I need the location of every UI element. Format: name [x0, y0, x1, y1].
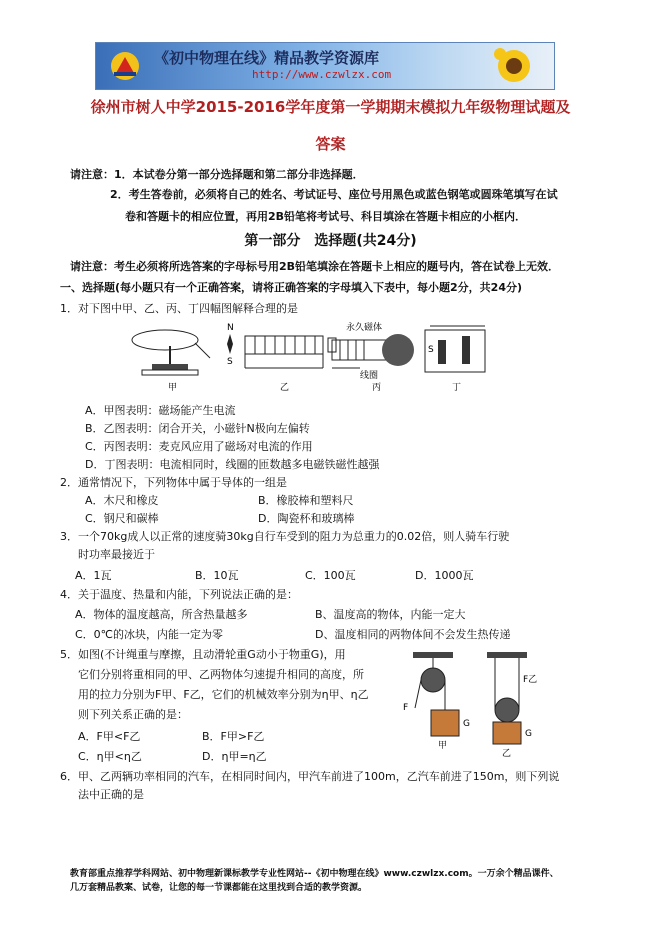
- fig-label-jia: 甲: [168, 383, 178, 393]
- q2-stem: 2．通常情况下，下列物体中属于导体的一组是: [60, 476, 287, 489]
- q5-option-a: A．F甲<F乙: [78, 730, 141, 743]
- q3-option-a: A．1瓦: [75, 569, 112, 582]
- q5-stem-line2: 它们分别将重相同的甲、乙两物体匀速提升相同的高度，所: [78, 668, 364, 681]
- q4-stem: 4．关于温度、热量和内能，下列说法正确的是：: [60, 588, 298, 601]
- weight-g-label-yi: G: [525, 729, 532, 739]
- notice-line3: 卷和答题卡的相应位置，再用2B铅笔将考试号、科目填涂在答题卡相应的小框内．: [125, 210, 527, 223]
- q3-stem-line1: 3．一个70kg成人以正常的速度骑30kg自行车受到的阻力为总重力的0.02倍，则人骑车行驶: [60, 530, 510, 543]
- q2-option-c: C．钢尺和碳棒: [85, 512, 159, 525]
- q5-stem-line4: 则下列关系正确的是：: [78, 708, 188, 721]
- q4-option-b: B、温度高的物体，内能一定大: [315, 608, 466, 621]
- header-banner: [95, 42, 555, 90]
- compass-n: N: [227, 323, 234, 333]
- section1-heading: 一、选择题(每小题只有一个正确答案，请将正确答案的字母填入下表中，每小题2分，共24分): [60, 281, 523, 294]
- footer-line2: 几万套精品教案、试卷，让您的每一节课都能在这里找到合适的教学资源。: [70, 883, 368, 893]
- q4-option-d: D、温度相同的两物体间不会发生热传递: [315, 628, 511, 641]
- q3-stem-line2: 时功率最接近于: [78, 548, 155, 561]
- q4-option-a: A．物体的温度越高，所含热量越多: [75, 608, 248, 621]
- force-f-label: F: [403, 703, 409, 713]
- document-title: 徐州市树人中学2015-2016学年度第一学期期末模拟九年级物理试题及: [90, 98, 571, 116]
- q2-option-d: D．陶瓷杯和玻璃棒: [258, 512, 355, 525]
- notice-line1: 请注意：1．本试卷分第一部分选择题和第二部分非选择题．: [70, 168, 364, 181]
- q1-stem: 1．对下图中甲、乙、丙、丁四幅图解释合理的是: [60, 302, 298, 315]
- banner-url[interactable]: http://www.czwlzx.com: [252, 68, 392, 81]
- part1-title: 第一部分 选择题(共24分): [244, 233, 417, 249]
- q5-option-b: B．F甲>F乙: [202, 730, 265, 743]
- block-yi: [493, 722, 521, 744]
- q3-option-b: B．10瓦: [195, 569, 239, 582]
- notice-line2: 2．考生答卷前，必须将自己的姓名、考试证号、座位号用黑色或蓝色钢笔或圆珠笔填写在试: [110, 188, 558, 201]
- q1-option-d: D．丁图表明：电流相同时，线圈的匝数越多电磁铁磁性越强: [85, 458, 380, 471]
- banner-title: 《初中物理在线》精品教学资源库: [154, 49, 380, 67]
- figure-yi: [245, 336, 336, 368]
- q3-option-c: C．100瓦: [305, 569, 356, 582]
- fig-label-ding: 丁: [452, 383, 462, 393]
- q1-figures: [120, 318, 500, 396]
- q5-option-d: D．η甲=η乙: [202, 750, 267, 763]
- magnet-label: 永久磁体: [346, 323, 383, 333]
- switch-label: S: [428, 345, 434, 355]
- compass-needle-icon: [227, 334, 233, 354]
- q1-option-a: A．甲图表明：磁场能产生电流: [85, 404, 236, 417]
- fig-label-bing: 丙: [372, 383, 382, 393]
- footer-line1: 教育部重点推荐学科网站、初中物理新课标教学专业性网站--《初中物理在线》www.czwlzx.com。一万余个精品课件、: [70, 869, 559, 879]
- q4-option-c: C．0℃的冰块，内能一定为零: [75, 628, 224, 641]
- q5-stem-line3: 用的拉力分别为F甲、F乙，它们的机械效率分别为η甲、η乙: [78, 688, 369, 701]
- pulley-jia-icon: [421, 668, 445, 692]
- compass-s: S: [227, 357, 233, 367]
- fig-label-yi-q5: 乙: [502, 749, 512, 759]
- part1-notice: 请注意：考生必须将所选答案的字母标号用2B铅笔填涂在答题卡上相应的题号内，答在试卷上无效．: [70, 260, 560, 273]
- figure-bing: [332, 334, 414, 368]
- q5-stem-line1: 5．如图(不计绳重与摩擦，且动滑轮重G动小于物重G)，用: [60, 648, 346, 661]
- q2-option-a: A．木尺和橡皮: [85, 494, 159, 507]
- figure-ding: [425, 326, 485, 372]
- force-f-yi-label: F乙: [523, 675, 538, 685]
- block-jia: [431, 710, 459, 736]
- sunflower-icon: [492, 46, 536, 86]
- document-title-line2: 答案: [315, 135, 346, 153]
- q1-option-c: C．丙图表明：麦克风应用了磁场对电流的作用: [85, 440, 313, 453]
- coil-label: 线圈: [360, 371, 379, 381]
- ceiling-jia: [413, 652, 453, 658]
- q6-stem-line2: 法中正确的是: [78, 788, 144, 801]
- weight-g-label-jia: G: [463, 719, 470, 729]
- q3-option-d: D．1000瓦: [415, 569, 474, 582]
- ceiling-yi: [487, 652, 527, 658]
- fig-label-yi: 乙: [280, 383, 290, 393]
- q5-option-c: C．η甲<η乙: [78, 750, 142, 763]
- pulley-yi-icon: [495, 698, 519, 722]
- q5-pulley-figure: [395, 648, 565, 758]
- q2-option-b: B．橡胶棒和塑料尺: [258, 494, 354, 507]
- logo-icon: [110, 51, 140, 81]
- figure-jia: [132, 330, 210, 375]
- q6-stem-line1: 6．甲、乙两辆功率相同的汽车，在相同时间内，甲汽车前进了100m，乙汽车前进了150m，则下列说: [60, 770, 560, 783]
- fig-label-jia-q5: 甲: [438, 741, 448, 751]
- q1-option-b: B．乙图表明：闭合开关，小磁针N极向左偏转: [85, 422, 310, 435]
